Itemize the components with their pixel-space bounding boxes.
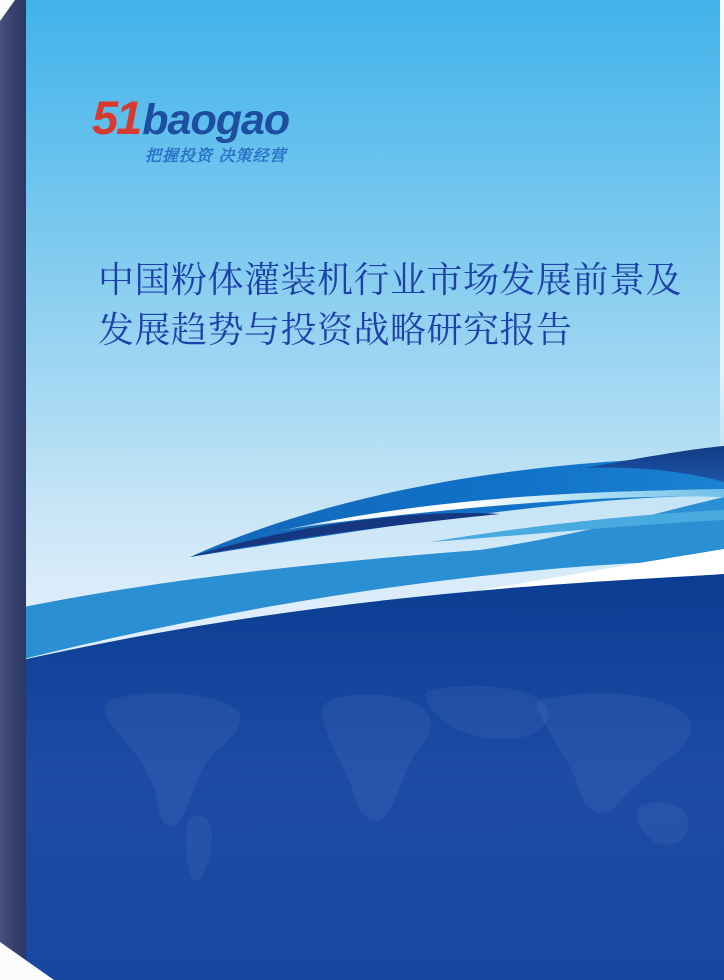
brand-tagline: 把握投资 决策经营: [145, 148, 287, 165]
brand-logo: [92, 91, 290, 144]
right-edge-highlight: [720, 0, 724, 470]
book-spine: [0, 0, 26, 980]
report-title-line-2: 发展趋势与投资战略研究报告: [98, 309, 573, 350]
brand-logo-number: 51: [92, 91, 141, 144]
report-title-line-1: 中国粉体灌装机行业市场发展前景及: [98, 259, 683, 300]
report-title: [98, 255, 698, 355]
brand-logo-name: baogao: [142, 96, 290, 144]
